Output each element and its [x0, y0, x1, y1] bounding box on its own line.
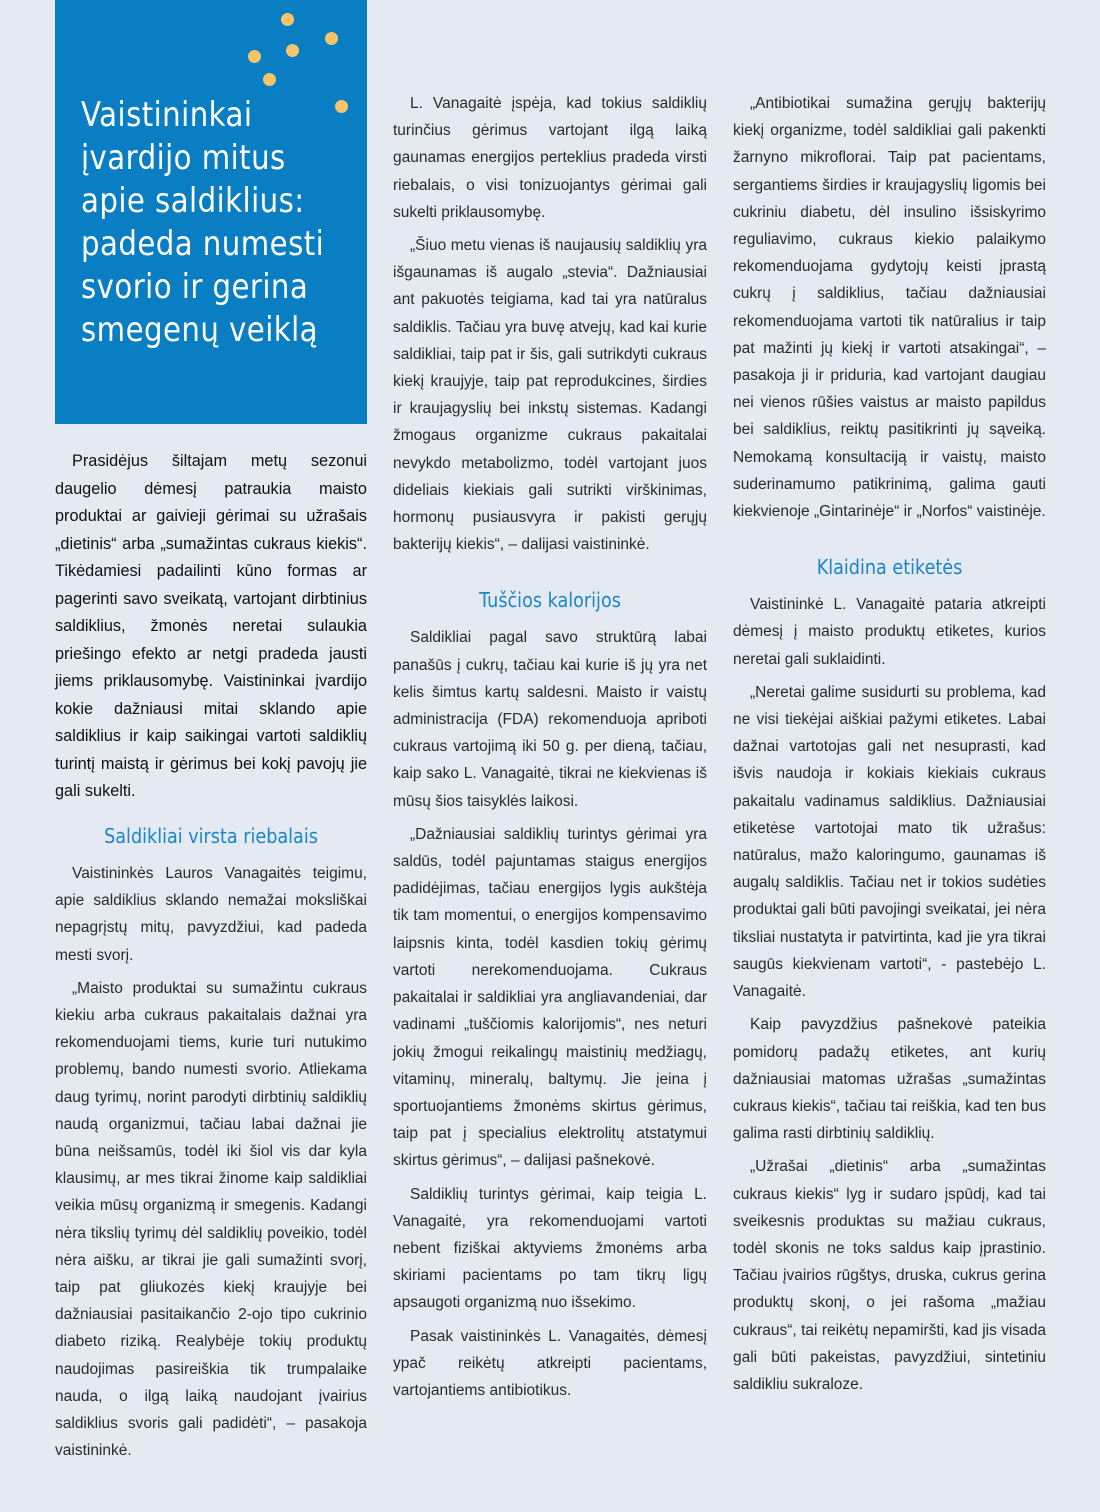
paragraph: „Maisto produktai su sumažintu cukraus kiekiu arba cukraus pakaitalais dažnai yra rekomenduojami tiems, kurie turi nutukimo problemų, bando numesti svorio. Atliekama daug tyrimų, norint parodyti dirbtinių saldiklių naudą organizmui, tačiau labai dažnai jie būna neišsamūs, todėl iki šiol vis dar kyla klausimų, ar mes tikrai žinome kaip saldikliai veikia mūsų organizmą ir smegenis. Kadangi nėra tikslių tyrimų dėl saldiklių poveikio, todėl nėra aišku, ar tikrai jie gali sumažinti svorį, taip pat gliukozės kiekį kraujyje bei dažniausiai pasitaikančio 2-ojo tipo cukrinio diabeto riziką. Realybėje tokių produktų naudojimas pasireiškia tik trumpalaike nauda, o ilgą laiką naudojant įvairius saldiklius svoris gali padidėti“, – pasakoja vaistininkė.	[55, 979, 367, 1460]
paragraph: „Antibiotikai sumažina gerųjų bakterijų kiekį organizme, todėl saldikliai gali pakenkti žarnyno mikroflorai. Taip pat pacientams, sergantiems širdies ir kraujagyslių ligomis bei cukriniu diabetu, dėl insulino išsiskyrimo reguliavimo, cukraus kiekio palaikymo rekomenduojama gydytojų keisti įprastą cukrų į saldiklius, tačiau dažniausiai rekomenduojama vartoti tik natūralius ir taip pat mažinti jų kiekį ir vartoti atsakingai“, – pasakoja ji ir priduria, kad vartojant daugiau nei vienos rūšies vaistus ar maisto papildus bei saldiklius, reiktų pasitikrinti jų sąveiką. Nemokamą konsultaciją ir vaistų, maisto suderinamumo patikrinimą, galima gauti kiekvienoje „Gintarinėje“ ir „Norfos“ vaistinėje.	[733, 95, 1046, 521]
decorative-dot	[263, 73, 276, 86]
decorative-dot	[325, 32, 338, 45]
section-heading: Tuščios kalorijos	[479, 588, 621, 613]
paragraph: Vaistininkės Lauros Vanagaitės teigimu, apie saldiklius sklando nemažai moksliškai nepagrįstų mitų, pavyzdžiui, kad padeda mesti svorį.	[55, 865, 367, 964]
decorative-dot	[248, 50, 261, 63]
decorative-dot	[286, 44, 299, 57]
paragraph: Saldikliai pagal savo struktūrą labai panašūs į cukrų, tačiau kai kurie iš jų yra net kelis šimtus kartų saldesni. Maisto ir vaistų administracija (FDA) rekomenduoja apriboti cukraus vartojimą iki 50 g. per dieną, tačiau, kaip sako L. Vanagaitė, tikrai ne kiekvienas iš mūsų šios taisyklės laikosi.	[393, 629, 707, 810]
lead-text: Prasidėjus šiltajam metų sezonui daugelio dėmesį patraukia maisto produktai ar gaivieji gėrimai su užrašais „dietinis“ arba „sumažintas cukraus kiekis“. Tikėdamiesi padailinti kūno formas ar pagerinti savo sveikatą, vartojant dirbtinius saldiklius, žmonės neretai sulaukia priešingo efekto ar netgi pradeda jausti jiems priklausomybę. Vaistininkai įvardijo kokie dažniausi mitai sklando apie saldiklius ir kaip saikingai vartoti saldiklių turintį maistą ir gėrimus bei kokį pavojų jie gali sukelti.	[55, 452, 367, 800]
column-2	[393, 90, 707, 1404]
paragraph: „Neretai galime susidurti su problema, kad ne visi tiekėjai aiškiai pažymi etiketes. Labai dažnai vartotojas gali net nesuprasti, kad išvis naudoja ir kokiais kiekiais cukraus pakaitalu vadinamus saldiklius. Dažniausiai etiketėse vartotojai mato tik užrašus: natūralus, mažo kaloringumo, gaunamas iš augalų saldiklis. Tačiau net ir tokios sudėties produktai gali būti pavojingi sveikatai, jei nėra tiksliai nustatyta ir patvirtinta, kad jie yra tikrai saugūs kiekvienam vartoti“, - pastebėjo L. Vanagaitė.	[733, 683, 1046, 1001]
column-3	[733, 90, 1046, 1398]
section-heading: Klaidina etiketės	[816, 555, 963, 580]
paragraph: „Užrašai „dietinis“ arba „sumažintas cukraus kiekis“ lyg ir sudaro įspūdį, kad tai sveikesnis produktas su mažiau cukraus, todėl skonis ne toks saldus kaip įprastinio. Tačiau įvairios rūgštys, druska, cukrus gerina produktų skonį, o jei rašoma „mažiau cukraus“, tai reikėtų nepamiršti, kad jis visada gali būti pakeistas, pavyzdžiui, sintetiniu saldikliu sukraloze.	[733, 1158, 1046, 1393]
paragraph: L. Vanagaitė įspėja, kad tokius saldiklių turinčius gėrimus vartojant ilgą laiką gaunamas energijos perteklius pradeda virsti riebalais, o visi tonizuojantys gėrimai gali sukelti priklausomybę.	[393, 95, 707, 221]
paragraph: „Šiuo metu vienas iš naujausių saldiklių yra išgaunamas iš augalo „stevia“. Dažniausiai ant pakuotės teigiama, kad tai yra natūralus saldiklis. Tačiau yra buvę atvejų, kad kai kurie saldikliai, taip pat ir šis, gali sutrikdyti cukraus kiekį kraujyje, taip pat reprodukcines, širdies ir kraujagyslių bei inkstų sistemas. Kadangi žmogaus organizme cukraus pakaitalai nevykdo metabolizmo, todėl vartojant juos dideliais kiekiais gali sutrikti virškinimas, hormonų pusiausvyra ir pakisti gerųjų bakterijų kiekis“, – dalijasi vaistininkė.	[393, 237, 707, 554]
decorative-dot	[281, 13, 294, 26]
paragraph: „Dažniausiai saldiklių turintys gėrimai yra saldūs, todėl pajuntamas staigus energijos padidėjimas, tačiau energijos lygis aukštėja tik tam momentui, o energijos kompensavimo laipsnis kinta, todėl kasdien tokių gėrimų vartoti nerekomenduojama. Cukraus pakaitalai ir saldikliai yra angliavandeniai, dar vadinami „tuščiomis kalorijomis“, nes neturi jokių žmogui reikalingų maistinių medžiagų, vitaminų, mineralų, baltymų. Jie įeina į sportuojantiems žmonėms skirtus gėrimus, taip pat į specialius elektrolitų atstatymui skirtus gėrimus“, – dalijasi pašnekovė.	[393, 825, 707, 1170]
column-1	[55, 816, 367, 1464]
section-heading: Saldikliai virsta riebalais	[104, 824, 318, 848]
article-title: Vaistininkai įvardijo mitus apie saldiklius: padeda numesti svorio ir gerina smegenų veiklą	[81, 95, 325, 350]
lead-paragraph	[55, 448, 367, 806]
paragraph: Pasak vaistininkės L. Vanagaitės, dėmesį ypač reikėtų atkreipti pacientams, vartojantiems antibiotikus.	[393, 1327, 707, 1399]
title-box	[55, 0, 367, 424]
paragraph: Kaip pavyzdžius pašnekovė pateikia pomidorų padažų etiketes, ant kurių dažniausiai matomas užrašas „sumažintas cukraus kiekis“, tačiau tai reiškia, kad ten bus galima rasti dirbtinių saldiklių.	[733, 1016, 1046, 1143]
paragraph: Saldiklių turintys gėrimai, kaip teigia L. Vanagaitė, yra rekomenduojami vartoti nebent fiziškai aktyviems žmonėms arba skiriami pacientams po tam tikrų ligų apsaugoti organizmą nuo išsekimo.	[393, 1185, 707, 1312]
decorative-dot	[335, 100, 348, 113]
paragraph: Vaistininkė L. Vanagaitė pataria atkreipti dėmesį į maisto produktų etiketes, kurios neretai gali suklaidinti.	[733, 596, 1046, 668]
